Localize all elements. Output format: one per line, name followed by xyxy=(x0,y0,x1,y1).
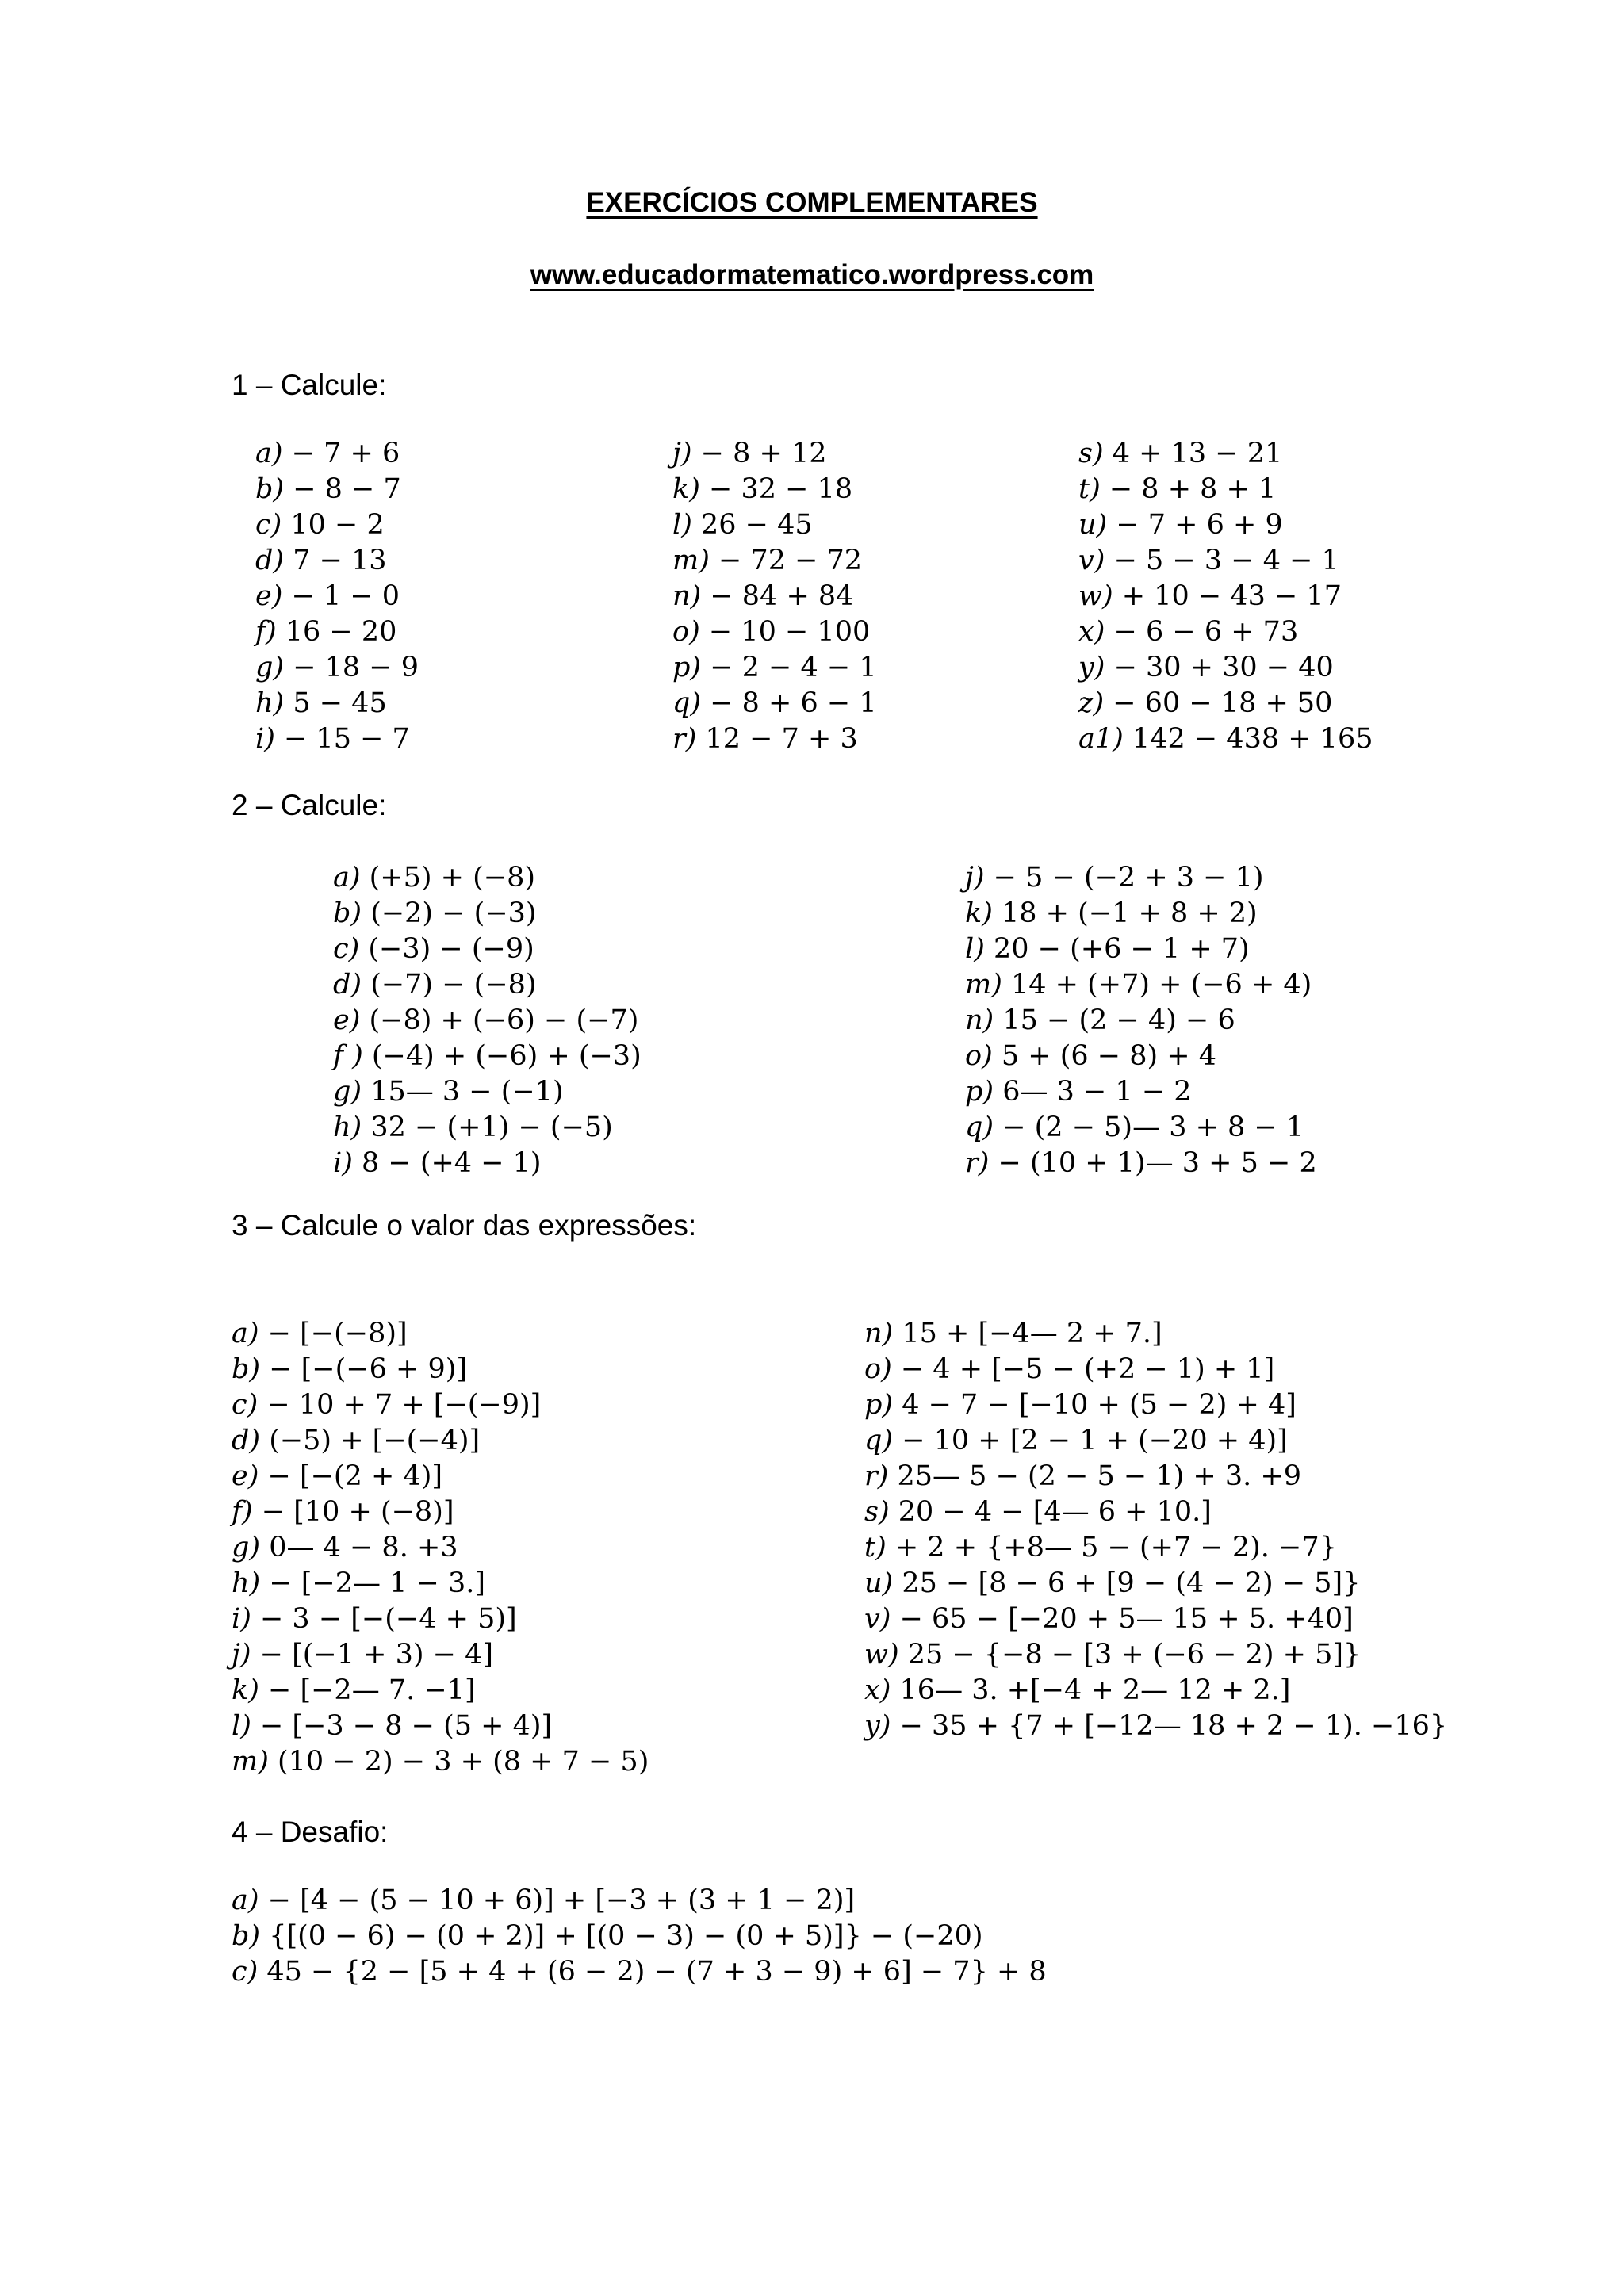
exercise-item: k) 18 + (−1 + 8 + 2) xyxy=(965,897,1258,929)
exercise-item: k) − [−2— 7. −1] xyxy=(232,1674,476,1706)
section-1-heading: 1 – Calcule: xyxy=(232,369,387,401)
exercise-item: q) − 10 + [2 − 1 + (−20 + 4)] xyxy=(864,1425,1288,1456)
exercise-item: v) − 5 − 3 − 4 − 1 xyxy=(1078,545,1339,576)
section-1-column-3 xyxy=(1078,436,1373,757)
section-3-column-1 xyxy=(232,1316,649,1780)
exercise-item: b) − [−(−6 + 9)] xyxy=(232,1353,468,1385)
exercise-item: m) (10 − 2) − 3 + (8 + 7 − 5) xyxy=(232,1746,649,1777)
exercise-item: y) − 35 + {7 + [−12— 18 + 2 − 1). −16} xyxy=(864,1710,1448,1742)
exercise-item: a) − 7 + 6 xyxy=(255,438,400,469)
exercise-item: u) 25 − [8 − 6 + [9 − (4 − 2) − 5]} xyxy=(864,1567,1361,1599)
exercise-item: b) (−2) − (−3) xyxy=(333,897,537,929)
exercise-item: n) − 84 + 84 xyxy=(672,580,854,612)
exercise-item: h) 32 − (+1) − (−5) xyxy=(333,1112,613,1143)
exercise-item: i) − 3 − [−(−4 + 5)] xyxy=(232,1603,517,1635)
exercise-item: w) + 10 − 43 − 17 xyxy=(1078,580,1342,612)
exercise-item: d) 7 − 13 xyxy=(255,545,387,576)
exercise-item: m) − 72 − 72 xyxy=(672,545,863,576)
exercise-item: q) − (2 − 5)— 3 + 8 − 1 xyxy=(965,1112,1304,1143)
exercise-item: p) − 2 − 4 − 1 xyxy=(672,652,877,683)
exercise-item: c) 10 − 2 xyxy=(255,509,385,541)
exercise-item: f) 16 − 20 xyxy=(255,616,397,648)
exercise-item: d) (−5) + [−(−4)] xyxy=(232,1425,481,1456)
exercise-item: c) − 10 + 7 + [−(−9)] xyxy=(232,1389,542,1421)
page-title: EXERCÍCIOS COMPLEMENTARES xyxy=(586,187,1038,218)
section-2-column-2 xyxy=(965,860,1317,1181)
exercise-item: i) − 15 − 7 xyxy=(255,723,410,755)
exercise-item: j) − 5 − (−2 + 3 − 1) xyxy=(965,862,1264,894)
exercise-item: i) 8 − (+4 − 1) xyxy=(333,1147,542,1179)
exercise-item: y) − 30 + 30 − 40 xyxy=(1078,652,1334,683)
exercise-item: g) − 18 − 9 xyxy=(255,652,419,683)
exercise-item: q) − 8 + 6 − 1 xyxy=(672,687,877,719)
exercise-item: b) {[(0 − 6) − (0 + 2)] + [(0 − 3) − (0 + 5)]} − (−20) xyxy=(232,1920,983,1952)
exercise-item: c) 45 − {2 − [5 + 4 + (6 − 2) − (7 + 3 − 9) + 6] − 7} + 8 xyxy=(232,1956,1047,1988)
exercise-item: x) − 6 − 6 + 73 xyxy=(1078,616,1299,648)
exercise-item: c) (−3) − (−9) xyxy=(333,933,534,965)
section-1-column-1 xyxy=(255,436,419,757)
exercise-item: a1) 142 − 438 + 165 xyxy=(1078,723,1373,755)
section-2-heading: 2 – Calcule: xyxy=(232,789,387,821)
exercise-item: k) − 32 − 18 xyxy=(672,473,853,505)
exercise-item: r) − (10 + 1)— 3 + 5 − 2 xyxy=(965,1147,1317,1179)
exercise-item: e) − 1 − 0 xyxy=(255,580,400,612)
section-3-heading: 3 – Calcule o valor das expressões: xyxy=(232,1209,697,1242)
exercise-item: f) − [10 + (−8)] xyxy=(232,1496,454,1528)
exercise-item: f ) (−4) + (−6) + (−3) xyxy=(333,1040,642,1072)
exercise-item: j) − 8 + 12 xyxy=(672,438,827,469)
exercise-item: v) − 65 − [−20 + 5— 15 + 5. +40] xyxy=(864,1603,1354,1635)
site-url: www.educadormatematico.wordpress.com xyxy=(530,259,1094,290)
exercise-item: x) 16— 3. +[−4 + 2— 12 + 2.] xyxy=(864,1674,1291,1706)
exercise-item: o) 5 + (6 − 8) + 4 xyxy=(965,1040,1216,1072)
exercise-item: m) 14 + (+7) + (−6 + 4) xyxy=(965,969,1312,1001)
exercise-item: r) 25— 5 − (2 − 5 − 1) + 3. +9 xyxy=(864,1460,1301,1492)
section-4-column-1 xyxy=(232,1883,1047,1990)
exercise-item: l) 26 − 45 xyxy=(672,509,813,541)
exercise-item: s) 20 − 4 − [4— 6 + 10.] xyxy=(864,1496,1212,1528)
exercise-item: p) 6— 3 − 1 − 2 xyxy=(965,1076,1192,1108)
exercise-item: b) − 8 − 7 xyxy=(255,473,401,505)
exercise-item: h) 5 − 45 xyxy=(255,687,387,719)
section-4-heading: 4 – Desafio: xyxy=(232,1816,389,1848)
exercise-item: a) (+5) + (−8) xyxy=(333,862,536,894)
exercise-item: l) 20 − (+6 − 1 + 7) xyxy=(965,933,1250,965)
exercise-item: e) (−8) + (−6) − (−7) xyxy=(333,1004,639,1036)
exercise-item: a) − [−(−8)] xyxy=(232,1318,408,1349)
exercise-item: d) (−7) − (−8) xyxy=(333,969,537,1001)
section-3-column-2 xyxy=(864,1316,1447,1744)
exercise-item: t) − 8 + 8 + 1 xyxy=(1078,473,1277,505)
exercise-item: p) 4 − 7 − [−10 + (5 − 2) + 4] xyxy=(864,1389,1297,1421)
exercise-item: s) 4 + 13 − 21 xyxy=(1078,438,1283,469)
exercise-item: t) + 2 + {+8— 5 − (+7 − 2). −7} xyxy=(864,1532,1337,1563)
exercise-item: z) − 60 − 18 + 50 xyxy=(1078,687,1333,719)
exercise-item: r) 12 − 7 + 3 xyxy=(672,723,858,755)
exercise-item: o) − 4 + [−5 − (+2 − 1) + 1] xyxy=(864,1353,1275,1385)
exercise-item: e) − [−(2 + 4)] xyxy=(232,1460,443,1492)
section-1-column-2 xyxy=(672,436,877,757)
exercise-item: n) 15 + [−4— 2 + 7.] xyxy=(864,1318,1162,1349)
exercise-item: n) 15 − (2 − 4) − 6 xyxy=(965,1004,1235,1036)
exercise-item: h) − [−2— 1 − 3.] xyxy=(232,1567,486,1599)
section-2-column-1 xyxy=(333,860,642,1181)
exercise-item: l) − [−3 − 8 − (5 + 4)] xyxy=(232,1710,553,1742)
exercise-item: g) 15— 3 − (−1) xyxy=(333,1076,564,1108)
exercise-item: u) − 7 + 6 + 9 xyxy=(1078,509,1283,541)
exercise-item: g) 0— 4 − 8. +3 xyxy=(232,1532,458,1563)
exercise-item: a) − [4 − (5 − 10 + 6)] + [−3 + (3 + 1 − 2)] xyxy=(232,1885,856,1916)
exercise-item: o) − 10 − 100 xyxy=(672,616,871,648)
exercise-item: j) − [(−1 + 3) − 4] xyxy=(232,1639,493,1670)
exercise-item: w) 25 − {−8 − [3 + (−6 − 2) + 5]} xyxy=(864,1639,1362,1670)
